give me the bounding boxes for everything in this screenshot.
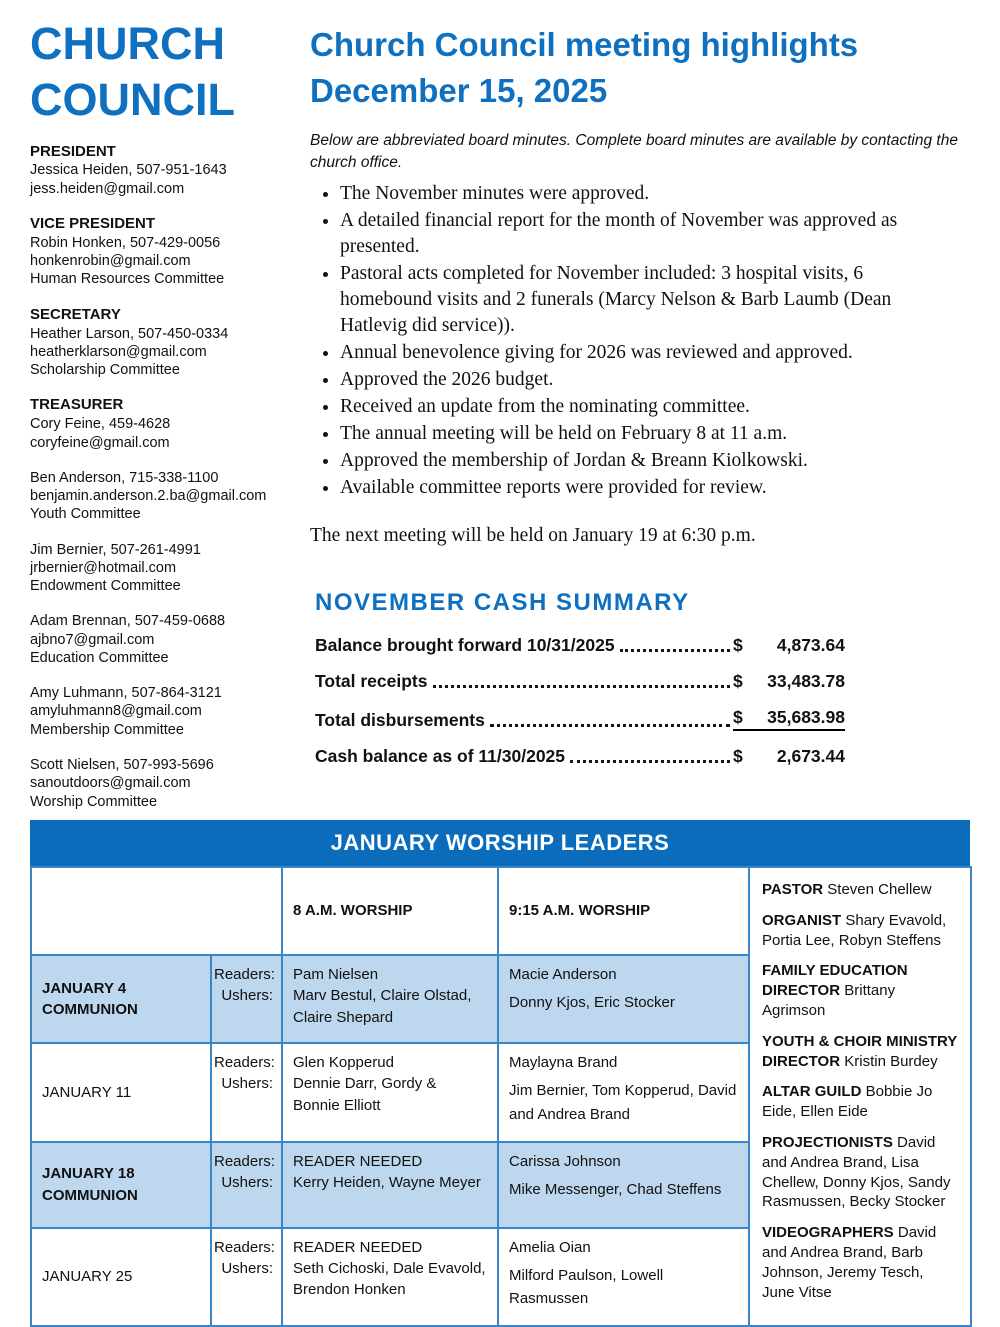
officer-email: ajbno7@gmail.com (30, 631, 155, 648)
usher-names-915: Milford Paulson, Lowell Rasmussen (509, 1266, 664, 1308)
officer-committee: Scholarship Committee (30, 362, 180, 379)
cash-summary-section (315, 589, 845, 767)
staff-names: David and Andrea Brand, Barb Johnson, Jeremy Tesch, June Vitse (762, 1224, 937, 1301)
cash-amount (733, 746, 845, 767)
cash-amount (733, 635, 845, 656)
officer-name-phone: Cory Feine, 459-4628 (30, 416, 171, 433)
officer-email: jrbernier@hotmail.com (30, 559, 177, 576)
officer-heading: PRESIDENT (30, 142, 116, 160)
staff-role: PROJECTIONISTS (762, 1133, 893, 1151)
minutes-item: • The November minutes were approved. (340, 181, 960, 207)
page-title-line2: December 15, 2025 (310, 71, 608, 109)
table-header-row (31, 867, 971, 955)
officer-committee: Human Resources Committee (30, 271, 225, 288)
main-content (310, 22, 972, 782)
officer-committee: Membership Committee (30, 721, 184, 738)
cash-dot-leader (620, 649, 730, 652)
sidebar-title-line1: CHURCH (30, 18, 225, 69)
sidebar-title-line2: COUNCIL (30, 73, 235, 125)
officer-name-phone: Amy Luhmann, 507-864-3121 (30, 685, 222, 702)
staff-role: YOUTH & CHOIR MINISTRY DIRECTOR (762, 1032, 958, 1070)
staff-entry (762, 1032, 958, 1072)
communion-badge: COMMUNION (42, 1001, 138, 1019)
officer-committee: Endowment Committee (30, 578, 181, 595)
minutes-item: • Available committee reports were provided for review. (340, 475, 960, 501)
officer-group (30, 143, 290, 198)
council-sidebar (30, 16, 290, 828)
cash-value: 2,673.44 (776, 745, 845, 766)
service-date (31, 1142, 211, 1228)
readers-label: Readers: (214, 1054, 275, 1072)
minutes-item: • Approved the membership of Jordan & Breann Kiolkowski. (340, 448, 960, 474)
service-date (31, 955, 211, 1043)
staff-role: ALTAR GUILD (762, 1083, 862, 1101)
date-label: JANUARY 18 (42, 1165, 135, 1183)
officer-name-phone: Robin Honken, 507-429-0056 (30, 234, 221, 251)
col-header-8am: 8 A.M. WORSHIP (282, 867, 498, 955)
cash-label: Total disbursements (315, 709, 485, 730)
worship-table (30, 866, 972, 1327)
officer-committee: Education Committee (30, 649, 169, 666)
cash-amount (733, 671, 845, 692)
reader-names-8am: READER NEEDED (293, 1152, 423, 1170)
officer-group (30, 396, 290, 451)
staff-entry (762, 880, 958, 900)
usher-names-8am: Dennie Darr, Gordy & Bonnie Elliott (293, 1075, 437, 1114)
ushers-label: Ushers: (221, 987, 273, 1005)
staff-role: VIDEOGRAPHERS (762, 1224, 894, 1242)
empty-corner-cell (31, 867, 282, 955)
staff-names: Kristin Burdey (844, 1052, 938, 1070)
names-8am (282, 1142, 498, 1228)
officer-group (30, 684, 290, 739)
readers-ushers-labels (211, 1043, 282, 1142)
staff-names: Bobbie Jo Eide, Ellen Eide (762, 1083, 933, 1121)
date-label: JANUARY 25 (42, 1268, 133, 1286)
ushers-label: Ushers: (221, 1259, 273, 1277)
cash-label: Total receipts (315, 670, 428, 691)
cash-value: 35,683.98 (767, 706, 845, 727)
officer-name-phone: Adam Brennan, 507-459-0688 (30, 613, 226, 630)
staff-panel (749, 867, 971, 1326)
cash-dot-leader (570, 760, 730, 763)
staff-entry (762, 961, 958, 1020)
cash-label: Balance brought forward 10/31/2025 (315, 634, 615, 655)
readers-label: Readers: (214, 966, 275, 984)
cash-row (315, 635, 845, 656)
staff-names: Shary Evavold, Portia Lee, Robyn Steffens (762, 911, 947, 949)
officer-email: amyluhmann8@gmail.com (30, 703, 202, 720)
reader-names-915: Carissa Johnson (509, 1152, 621, 1170)
cash-amount-underlined (733, 707, 845, 731)
officer-heading: SECRETARY (30, 305, 121, 323)
names-8am (282, 955, 498, 1043)
staff-names: Steven Chellew (827, 881, 932, 898)
officer-email: benjamin.anderson.2.ba@gmail.com (30, 488, 267, 505)
reader-names-915: Maylayna Brand (509, 1054, 618, 1072)
staff-role: FAMILY EDUCATION DIRECTOR (762, 962, 908, 1000)
communion-badge: COMMUNION (42, 1186, 138, 1204)
intro-note: Below are abbreviated board minutes. Complete board minutes are available by contacting the church office. (310, 132, 958, 171)
reader-names-8am: Pam Nielsen (293, 966, 379, 984)
minutes-item: • Annual benevolence giving for 2026 was reviewed and approved. (340, 340, 960, 366)
officer-heading: VICE PRESIDENT (30, 215, 156, 233)
staff-names: David and Andrea Brand, Lisa Chellew, Donny Kjos, Sandy Rasmussen, Becky Stocker (762, 1133, 951, 1211)
usher-names-8am: Marv Bestul, Claire Olstad, Claire Shepard (293, 987, 472, 1026)
staff-entry (762, 1133, 958, 1212)
staff-entry (762, 1223, 958, 1302)
ushers-label: Ushers: (221, 1075, 273, 1093)
officer-group (30, 306, 290, 380)
reader-names-915: Amelia Oian (509, 1238, 591, 1256)
date-label: JANUARY 11 (42, 1083, 132, 1101)
readers-ushers-labels (211, 955, 282, 1043)
readers-ushers-labels (211, 1228, 282, 1327)
officer-email: honkenrobin@gmail.com (30, 253, 191, 270)
names-915 (498, 1228, 749, 1327)
staff-role: PASTOR (762, 881, 824, 898)
staff-entry (762, 1082, 958, 1122)
page-title (310, 22, 972, 113)
minutes-item: • Received an update from the nominating committee. (340, 394, 960, 420)
usher-names-8am: Kerry Heiden, Wayne Meyer (293, 1174, 481, 1192)
officer-email: jess.heiden@gmail.com (30, 180, 185, 197)
staff-entry (762, 911, 958, 951)
reader-names-915: Macie Anderson (509, 966, 617, 984)
names-8am (282, 1228, 498, 1327)
officer-group (30, 215, 290, 289)
officer-email: heatherklarson@gmail.com (30, 343, 207, 360)
usher-names-8am: Seth Cichoski, Dale Evavold, Brendon Honken (293, 1259, 486, 1299)
currency-symbol: $ (733, 670, 743, 691)
officer-email: coryfeine@gmail.com (30, 434, 170, 451)
staff-role: ORGANIST (762, 911, 842, 929)
currency-symbol: $ (733, 634, 743, 655)
officer-group (30, 469, 290, 524)
officer-group (30, 612, 290, 667)
sidebar-title (30, 16, 290, 128)
officer-name-phone: Jim Bernier, 507-261-4991 (30, 541, 201, 558)
date-label: JANUARY 4 (42, 979, 127, 997)
next-meeting-note: The next meeting will be held on January 19 at 6:30 p.m. (310, 524, 756, 546)
minutes-list (310, 181, 960, 500)
officer-committee: Worship Committee (30, 793, 158, 810)
officer-committee: Youth Committee (30, 506, 141, 523)
cash-dot-leader (433, 685, 731, 688)
cash-row (315, 707, 845, 731)
minutes-item: • Approved the 2026 budget. (340, 367, 960, 393)
usher-names-915: Donny Kjos, Eric Stocker (509, 994, 675, 1012)
usher-names-915: Jim Bernier, Tom Kopperud, David and Andrea Brand (509, 1082, 737, 1123)
names-915 (498, 955, 749, 1043)
officer-group (30, 756, 290, 811)
minutes-item: • The annual meeting will be held on February 8 at 11 a.m. (340, 421, 960, 447)
cash-summary-title: NOVEMBER CASH SUMMARY (315, 588, 690, 616)
cash-summary-rows (315, 635, 845, 767)
worship-table-title: JANUARY WORSHIP LEADERS (30, 820, 970, 866)
officer-name-phone: Ben Anderson, 715-338-1100 (30, 469, 219, 486)
officer-name-phone: Scott Nielsen, 507-993-5696 (30, 757, 214, 773)
names-8am (282, 1043, 498, 1142)
cash-value: 4,873.64 (776, 634, 845, 655)
reader-names-8am: Glen Kopperud (293, 1054, 394, 1072)
col-header-915: 9:15 A.M. WORSHIP (498, 867, 749, 955)
officer-name-phone: Heather Larson, 507-450-0334 (30, 325, 229, 342)
cash-row (315, 746, 845, 767)
names-915 (498, 1142, 749, 1228)
cash-row (315, 671, 845, 692)
officer-email: sanoutdoors@gmail.com (30, 775, 191, 792)
minutes-item: • A detailed financial report for the month of November was approved as presented. (340, 208, 960, 260)
currency-symbol: $ (733, 745, 743, 766)
officer-name-phone: Jessica Heiden, 507-951-1643 (30, 162, 227, 179)
readers-ushers-labels (211, 1142, 282, 1228)
ushers-label: Ushers: (221, 1174, 273, 1192)
readers-label: Readers: (214, 1238, 275, 1256)
cash-value: 33,483.78 (767, 670, 845, 691)
officer-heading: TREASURER (30, 396, 124, 414)
minutes-item: • Pastoral acts completed for November included: 3 hospital visits, 6 homebound visits and 2 funerals (Marcy Nelson & Barb Laumb (Dean Hatlevig did service)). (340, 261, 960, 339)
page-title-line1: Church Council meeting highlights (310, 26, 859, 63)
staff-names: Brittany Agrimson (762, 982, 896, 1019)
cash-dot-leader (490, 724, 730, 727)
reader-names-8am: READER NEEDED (293, 1238, 423, 1256)
currency-symbol: $ (733, 706, 743, 727)
officer-group (30, 541, 290, 596)
readers-label: Readers: (214, 1152, 275, 1170)
names-915 (498, 1043, 749, 1142)
worship-leaders-section (30, 820, 970, 1327)
service-date (31, 1228, 211, 1327)
service-date (31, 1043, 211, 1142)
usher-names-915: Mike Messenger, Chad Steffens (509, 1181, 722, 1199)
cash-label: Cash balance as of 11/30/2025 (315, 745, 566, 766)
